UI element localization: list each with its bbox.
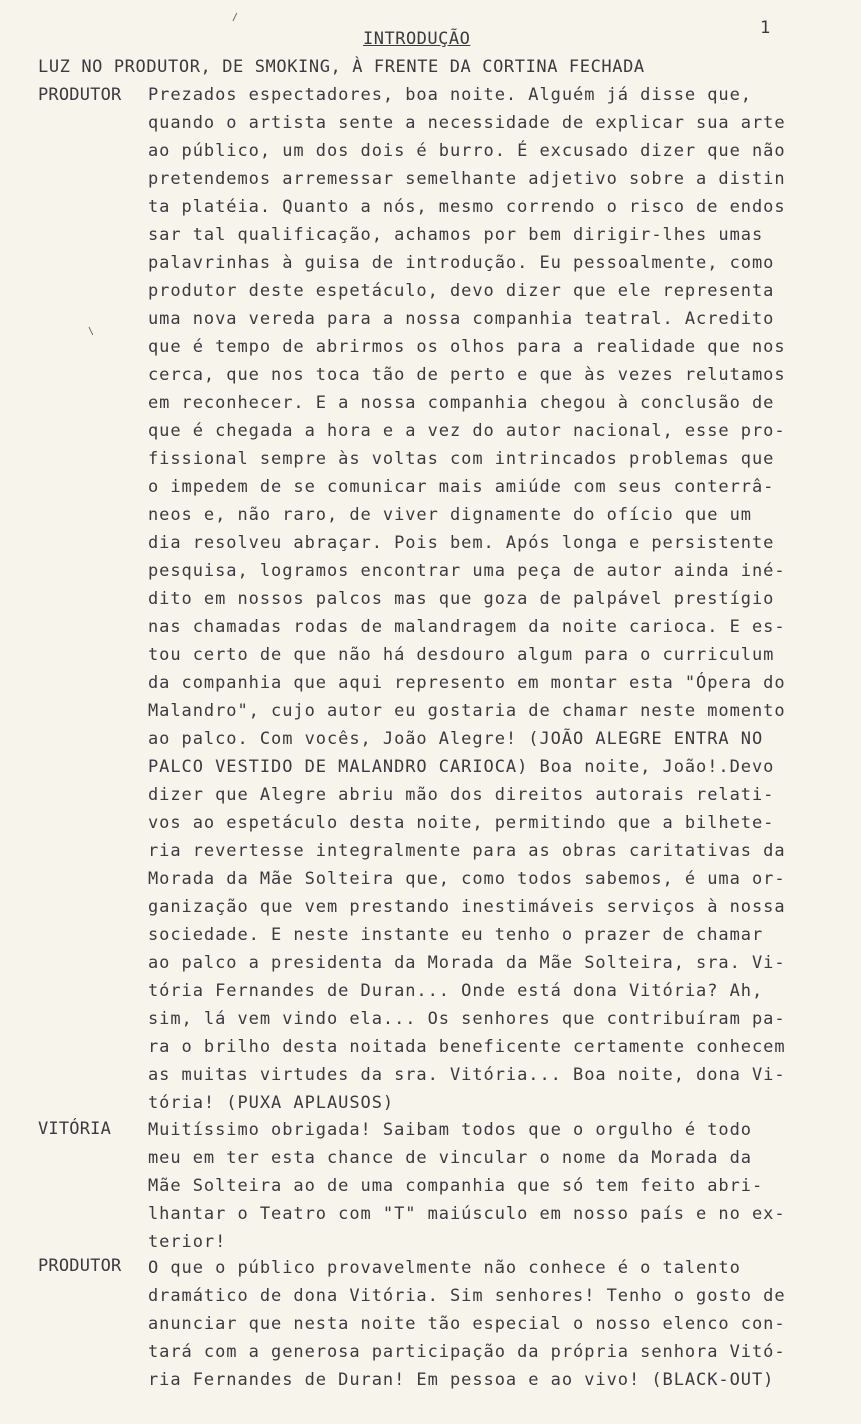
dialogue-line: palavrinhas à guisa de introdução. Eu pessoalmente, como [148,253,775,273]
speaker-name: PRODUTOR [38,1256,122,1276]
dialogue-line: ao palco a presidenta da Morada da Mãe Solteira, sra. Vi- [148,953,786,973]
dialogue-line: terior! [148,1232,227,1252]
speaker-name: VITÓRIA [38,1119,112,1139]
dialogue-line: dia resolveu abraçar. Pois bem. Após longa e persistente [148,533,775,553]
dialogue-line: cerca, que nos toca tão de perto e que às vezes relutamos [148,365,786,385]
dialogue-line: que é tempo de abrirmos os olhos para a realidade que nos [148,337,786,357]
dialogue-line: ta platéia. Quanto a nós, mesmo correndo o risco de endos [148,197,786,217]
dialogue-line: pesquisa, logramos encontrar uma peça de autor ainda iné- [148,561,786,581]
dialogue-line: que é chegada a hora e a vez do autor nacional, esse pro- [148,421,786,441]
dialogue-line: tória! (PUXA APLAUSOS) [148,1093,395,1113]
dialogue-line: pretendemos arremessar semelhante adjetivo sobre a distin [148,169,786,189]
dialogue-line: tória Fernandes de Duran... Onde está dona Vitória? Ah, [148,981,764,1001]
dialogue-line: ao palco. Com vocês, João Alegre! (JOÃO ALEGRE ENTRA NO [148,729,764,749]
dialogue-line: ao público, um dos dois é burro. É excusado dizer que não [148,141,786,161]
dialogue-line: Muitíssimo obrigada! Saibam todos que o orgulho é todo [148,1120,752,1140]
dialogue-line: lhantar o Teatro com "T" maiúsculo em nosso país e no ex- [148,1204,786,1224]
dialogue-line: nas chamadas rodas de malandragem da noite carioca. E es- [148,617,786,637]
dialogue-line: fissional sempre às voltas com intrincados problemas que [148,449,775,469]
dialogue-line: Prezados espectadores, boa noite. Alguém já disse que, [148,85,752,105]
page-title: INTRODUÇÃO [363,29,471,49]
dialogue-line: produtor deste espetáculo, devo dizer que ele representa [148,281,775,301]
speaker-name: PRODUTOR [38,85,122,105]
dialogue-line: quando o artista sente a necessidade de explicar sua arte [148,113,786,133]
dialogue-line: sar tal qualificação, achamos por bem dirigir-lhes umas [148,225,764,245]
dialogue-line: O que o público provavelmente não conhece é o talento [148,1258,741,1278]
stray-pen-mark: \ [88,326,95,337]
dialogue-line: sociedade. E neste instante eu tenho o prazer de chamar [148,925,764,945]
dialogue-line: tou certo de que não há desdouro algum para o curriculum [148,645,775,665]
stray-pen-mark: / [232,12,239,23]
page-number: 1 [760,18,771,38]
dialogue-line: dito em nossos palcos mas que goza de palpável prestígio [148,589,775,609]
dialogue-line: meu em ter esta chance de vincular o nome da Morada da [148,1148,752,1168]
dialogue-line: sim, lá vem vindo ela... Os senhores que contribuíram pa- [148,1009,786,1029]
dialogue-line: PALCO VESTIDO DE MALANDRO CARIOCA) Boa noite, João!.Devo [148,757,775,777]
dialogue-line: uma nova vereda para a nossa companhia teatral. Acredito [148,309,775,329]
dialogue-line: dramático de dona Vitória. Sim senhores! Tenho o gosto de [148,1286,786,1306]
dialogue-line: as muitas virtudes da sra. Vitória... Boa noite, dona Vi- [148,1065,786,1085]
dialogue-line: em reconhecer. E a nossa companhia chegou à conclusão de [148,393,775,413]
dialogue-line: da companhia que aqui represento em montar esta "Ópera do [148,673,786,693]
dialogue-line: vos ao espetáculo desta noite, permitindo que a bilhete- [148,813,775,833]
dialogue-line: Mãe Solteira ao de uma companhia que só tem feito abri- [148,1176,764,1196]
dialogue-line: Morada da Mãe Solteira que, como todos sabemos, é uma or- [148,869,786,889]
dialogue-line: tará com a generosa participação da própria senhora Vitó- [148,1342,786,1362]
dialogue-line: ra o brilho desta noitada beneficente certamente conhecem [148,1037,786,1057]
dialogue-line: neos e, não raro, de viver dignamente do ofício que um [148,505,752,525]
dialogue-line: dizer que Alegre abriu mão dos direitos autorais relati- [148,785,775,805]
dialogue-line: Malandro", cujo autor eu gostaria de chamar neste momento [148,701,786,721]
dialogue-line: o impedem de se comunicar mais amiúde com seus conterrâ- [148,477,775,497]
stage-direction: LUZ NO PRODUTOR, DE SMOKING, À FRENTE DA CORTINA FECHADA [38,57,645,77]
dialogue-line: ria Fernandes de Duran! Em pessoa e ao vivo! (BLACK-OUT) [148,1370,775,1390]
dialogue-line: anunciar que nesta noite tão especial o nosso elenco con- [148,1314,786,1334]
dialogue-line: ria revertesse integralmente para as obras caritativas da [148,841,786,861]
dialogue-line: ganização que vem prestando inestimáveis serviços à nossa [148,897,786,917]
